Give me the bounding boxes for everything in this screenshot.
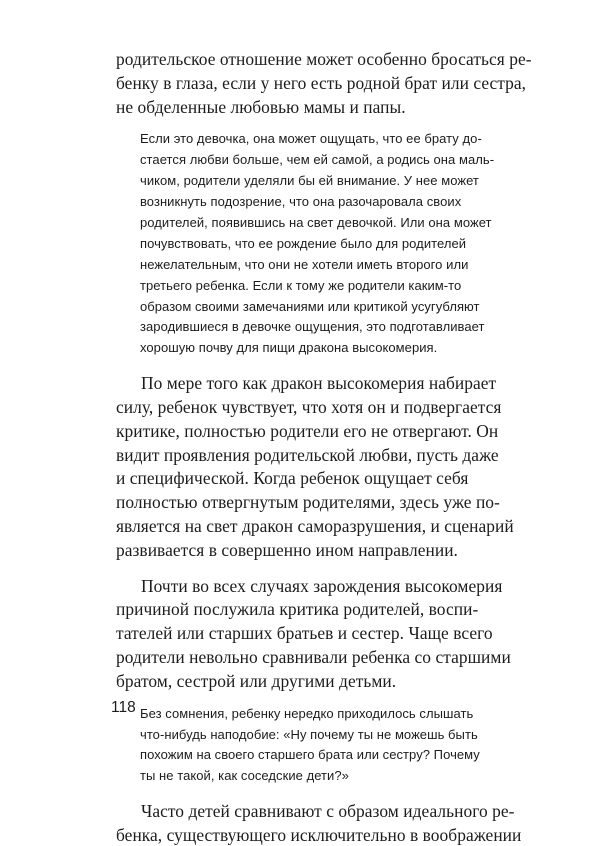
text-line: тателей или старших братьев и сестер. Чаще всего — [116, 623, 493, 643]
text-line: образом своими замечаниями или критикой усугубляют — [140, 299, 480, 314]
text-line: является на свет дракон саморазрушения, и сценарий — [116, 516, 514, 536]
text-line: что-нибудь наподобие: «Ну почему ты не можешь быть — [140, 727, 478, 742]
text-line: родительское отношение может особенно бросаться ре- — [116, 49, 532, 69]
text-line: критике, полностью родители его не отвергают. Он — [116, 421, 499, 441]
text-line: возникнуть подозрение, что она разочаровала своих — [140, 194, 462, 209]
text-line: хорошую почву для пищи дракона высокомерия. — [140, 340, 438, 355]
text-line: Часто детей сравнивают с образом идеального ре- — [141, 801, 515, 821]
text-line: зародившиеся в девочке ощущения, это подготавливает — [140, 319, 485, 334]
text-line: Почти во всех случаях зарождения высокомерия — [141, 576, 503, 596]
text-line: силу, ребенок чувствует, что хотя он и подвергается — [116, 397, 502, 417]
text-line: стается любви больше, чем ей самой, а родись она маль- — [140, 152, 495, 167]
text-line: бенку в глаза, если у него есть родной брат или сестра, — [116, 73, 527, 93]
text-line: не обделенные любовью мамы и папы. — [116, 97, 406, 117]
text-line: Если это девочка, она может ощущать, что ее брату до- — [140, 131, 482, 146]
text-line: бенка, существующего исключительно в воображении — [116, 825, 522, 845]
text-line: третьего ребенка. Если к тому же родители каким-то — [140, 278, 462, 293]
text-line: причиной послужила критика родителей, воспи- — [116, 599, 479, 619]
page-number: 118 — [111, 699, 136, 716]
text-line: похожим на своего старшего брата или сестру? Почему — [140, 747, 480, 762]
text-line: развивается в совершенно ином направлении. — [116, 540, 458, 560]
text-line: почувствовать, что ее рождение было для родителей — [140, 236, 467, 251]
text-line: Без сомнения, ребенку нередко приходилось слышать — [140, 706, 474, 721]
text-line: видит проявления родительской любви, пусть даже — [116, 445, 499, 465]
text-line: чиком, родители уделяли бы ей внимание. У нее может — [140, 173, 479, 188]
text-line: родителей, появившись на свет девочкой. Или она может — [140, 215, 492, 230]
text-line: ты не такой, как соседские дети?» — [140, 768, 349, 783]
text-line: По мере того как дракон высокомерия набирает — [141, 373, 497, 393]
text-line: полностью отвергнутым родителями, здесь уже по- — [116, 492, 500, 512]
text-line: нежелательным, что они не хотели иметь второго или — [140, 257, 469, 272]
text-line: и специфической. Когда ребенок ощущает себя — [116, 468, 469, 488]
text-line: родители невольно сравнивали ребенка со старшими — [116, 647, 511, 667]
text-line: братом, сестрой или другими детьми. — [116, 671, 397, 691]
